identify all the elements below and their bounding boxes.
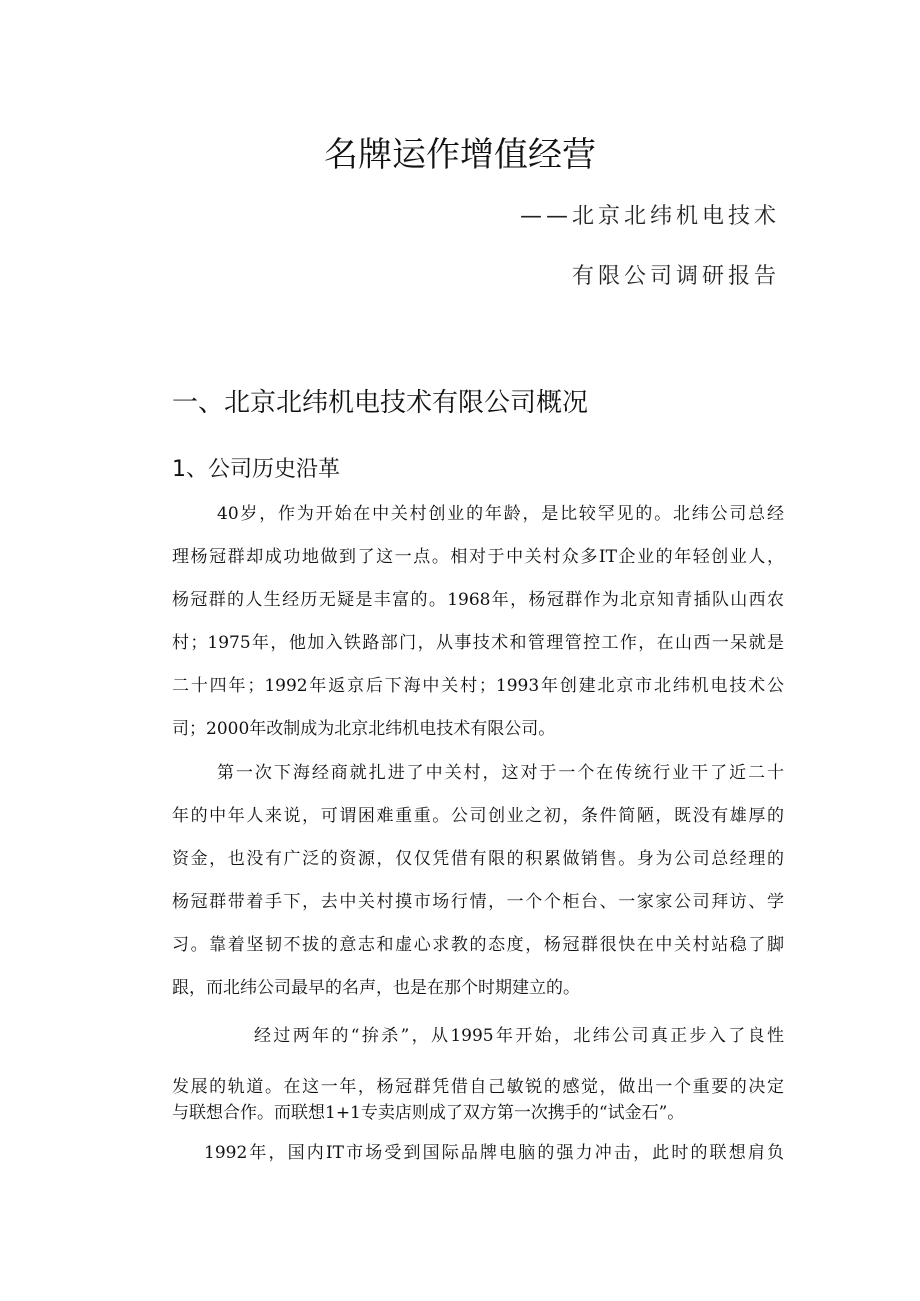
- subsection-heading: 1、公司历史沿革: [172, 457, 340, 482]
- paragraph-history-1: [172, 503, 784, 740]
- section-heading: 一、北京北纬机电技术有限公司概况: [172, 388, 589, 418]
- paragraph-line: 习。靠着坚韧不拔的意志和虚心求教的态度，杨冠群很快在中关村站稳了脚: [172, 935, 784, 955]
- paragraph-line: 村；1975年，他加入铁路部门，从事技术和管理管控工作，在山西一呆就是: [172, 633, 784, 653]
- paragraph-line: 年的中年人来说，可谓困难重重。公司创业之初，条件简陋，既没有雄厚的: [172, 806, 784, 826]
- paragraph-line: 杨冠群的人生经历无疑是丰富的。1968年，杨冠群作为北京知青插队山西农: [172, 590, 784, 610]
- paragraph-line: 理杨冠群却成功地做到了这一点。相对于中关村众多IT企业的年轻创业人，: [172, 547, 784, 567]
- paragraph-line: 二十四年；1992年返京后下海中关村；1993年创建北京市北纬机电技术公: [172, 676, 784, 696]
- paragraph-line: 杨冠群带着手下，去中关村摸市场行情，一个个柜台、一家家公司拜访、学: [172, 892, 784, 912]
- paragraph-line: 司；2000年改制成为北京北纬机电技术有限公司。: [172, 719, 556, 739]
- paragraph-line: 第一次下海经商就扎进了中关村，这对于一个在传统行业干了近二十: [217, 763, 784, 783]
- paragraph-history-3: [172, 1025, 784, 1047]
- paragraph-line: 经过两年的“拚杀”，从1995年开始，北纬公司真正步入了良性: [254, 1026, 784, 1046]
- paragraph-line: 40岁，作为开始在中关村创业的年龄，是比较罕见的。北纬公司总经: [217, 504, 784, 524]
- paragraph-line: 资金，也没有广泛的资源，仅仅凭借有限的积累做销售。身为公司总经理的: [172, 849, 784, 869]
- paragraph-history-4: [172, 1076, 784, 1124]
- paragraph-line: 跟，而北纬公司最早的名声，也是在那个时期建立的。: [172, 978, 580, 998]
- paragraph-line: 1992年，国内IT市场受到国际品牌电脑的强力冲击，此时的联想肩负: [204, 1143, 784, 1163]
- paragraph-line: 与联想合作。而联想1+1专卖店则成了双方第一次携手的“试金石”。: [172, 1103, 685, 1123]
- paragraph-line: 发展的轨道。在这一年，杨冠群凭借自己敏锐的感觉，做出一个重要的决定: [172, 1077, 784, 1097]
- document-subtitle-line-2: 有限公司调研报告: [571, 264, 780, 289]
- document-subtitle-line-1: ——北京北纬机电技术: [519, 204, 780, 229]
- paragraph-history-2: [172, 762, 784, 999]
- document-title: 名牌运作增值经营: [324, 135, 596, 175]
- paragraph-history-5: [172, 1142, 784, 1164]
